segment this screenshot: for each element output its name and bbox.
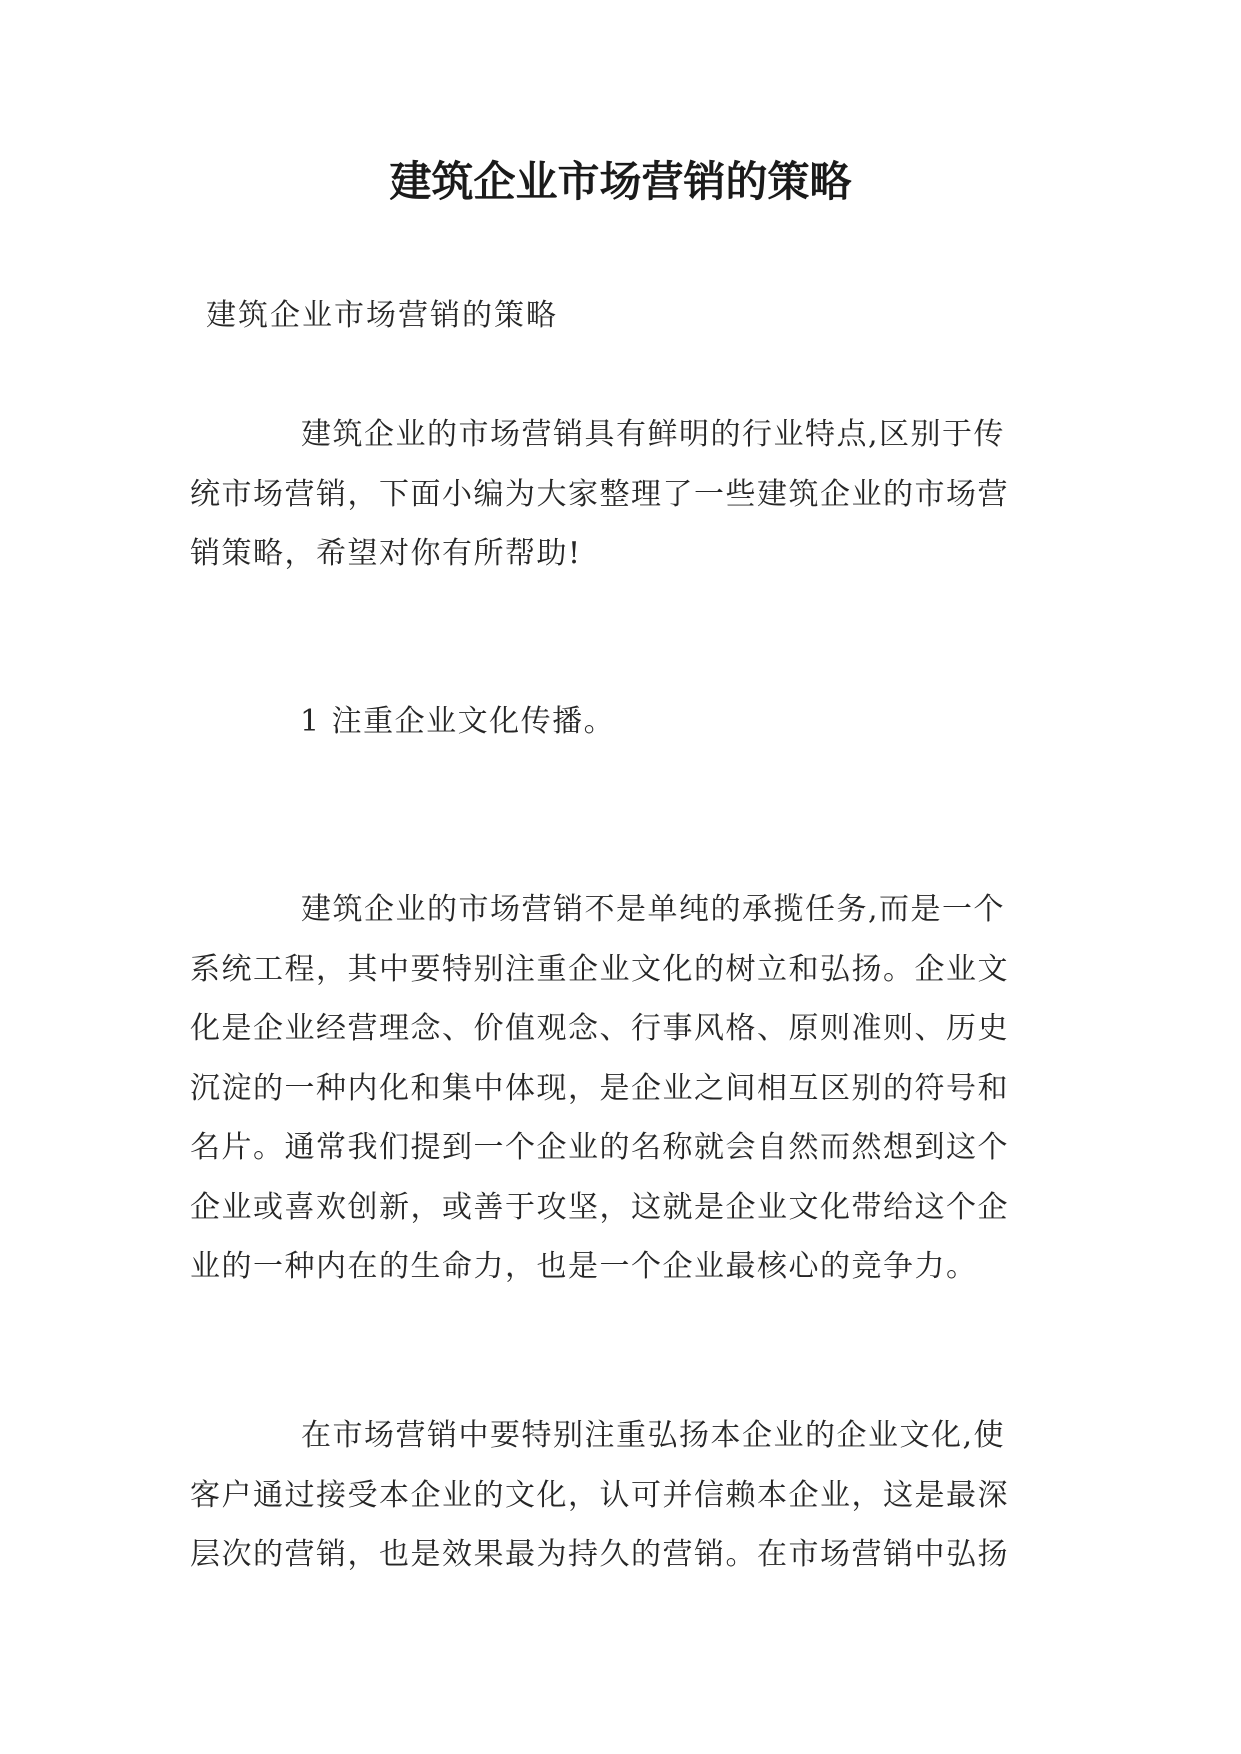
- document-subtitle: 建筑企业市场营销的策略: [206, 298, 558, 333]
- paragraph-culture: [190, 880, 1050, 1297]
- section-heading: 1 注重企业文化传播。: [300, 704, 616, 739]
- paragraph-line: 沉淀的一种内化和集中体现，是企业之间相互区别的符号和: [190, 1070, 1009, 1106]
- paragraph-line: 系统工程，其中要特别注重企业文化的树立和弘扬。企业文: [190, 951, 1009, 987]
- paragraph-line: 建筑企业的市场营销具有鲜明的行业特点,区别于传: [301, 417, 1006, 452]
- paragraph-line: 建筑企业的市场营销不是单纯的承揽任务,而是一个: [301, 892, 1006, 927]
- document-title: 建筑企业市场营销的策略: [389, 157, 852, 206]
- paragraph-line: 统市场营销，下面小编为大家整理了一些建筑企业的市场营: [190, 476, 1009, 512]
- paragraph-line: 名片。通常我们提到一个企业的名称就会自然而然想到这个: [190, 1130, 1009, 1165]
- paragraph-line: 销策略，希望对你有所帮助!: [190, 536, 582, 571]
- paragraph-line: 客户通过接受本企业的文化，认可并信赖本企业，这是最深: [190, 1477, 1009, 1513]
- paragraph-promotion: [190, 1406, 1050, 1585]
- paragraph-line: 业的一种内在的生命力，也是一个企业最核心的竞争力。: [190, 1249, 978, 1284]
- paragraph-intro: [190, 405, 1050, 584]
- paragraph-line: 化是企业经营理念、价值观念、行事风格、原则准则、历史: [190, 1011, 1009, 1046]
- paragraph-line: 企业或喜欢创新，或善于攻坚，这就是企业文化带给这个企: [190, 1189, 1009, 1225]
- paragraph-line: 在市场营销中要特别注重弘扬本企业的企业文化,使: [301, 1418, 1006, 1453]
- paragraph-line: 层次的营销，也是效果最为持久的营销。在市场营销中弘扬: [190, 1537, 1009, 1572]
